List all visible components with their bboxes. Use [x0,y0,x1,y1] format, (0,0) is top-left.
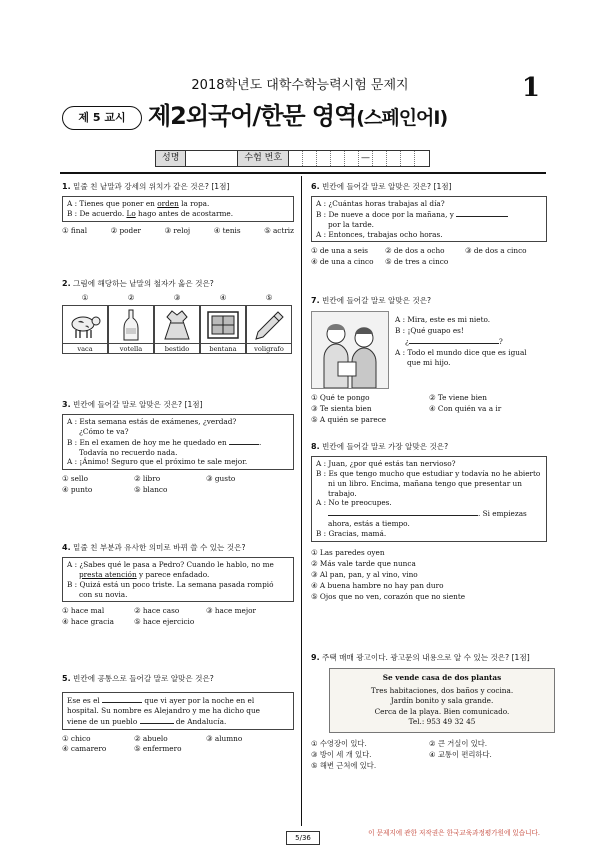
underlined-word: orden [157,199,179,208]
question-number: 7. [311,296,320,305]
underlined-word: Lo [126,208,136,218]
option[interactable]: ② de dos a ocho [385,246,445,256]
dialogue-line: B : Es que tengo mucho que estudiar y todavía no he abierto [316,468,541,478]
option[interactable]: ③ Al pan, pan, y al vino, vino [311,569,418,579]
option[interactable]: ② libro [134,474,161,484]
answer-blank [328,508,478,516]
question-6 [311,182,547,268]
exam-number-cell[interactable] [331,151,345,166]
question-number: 3. [62,400,71,409]
picture-label: bentana [200,343,246,354]
option[interactable]: ⑤ A quién se parece [311,414,387,424]
question-stem: 주택 매매 광고이다. 광고문의 내용으로 알 수 있는 것은? [1점] [322,653,530,662]
passage-text: que vi ayer por la noche en el [144,696,255,705]
option[interactable]: ② Más vale tarde que nunca [311,558,416,568]
answer-blank [409,336,499,344]
option[interactable]: ④ de una a cinco [311,257,374,267]
exam-number-cell[interactable] [303,151,317,166]
dialogue-line: ¿ [405,337,409,347]
picture-number: ① [81,293,89,302]
passage-text: de Andalucía. [175,716,227,726]
passage-text: hospital. Su nombre es Alejandro y me ha dicho que [67,705,260,715]
total-pages: 36 [301,834,311,842]
question-number: 5. [62,674,71,683]
question-number: 2. [62,279,71,288]
option[interactable]: ⑤ de tres a cinco [385,257,449,267]
dress-icon [154,305,200,343]
dialogue-line: B : Quizá está un poco triste. La semana pasada rompió [67,579,274,589]
picture-number: ④ [219,293,227,302]
option[interactable]: ⑤ actriz [264,225,294,235]
passage-text: viene de un pueblo [67,716,138,726]
dialogue-line: con su novia. [79,589,128,599]
dialogue-box [62,557,294,602]
name-field[interactable] [186,151,238,166]
picture-option[interactable] [62,305,108,354]
dialogue-line: . Si empiezas [478,509,527,519]
advert-phone: Tel.: 953 49 32 45 [408,717,476,727]
question-number: 1. [62,182,71,191]
dialogue-line: que mi hijo. [407,358,451,368]
subject-sub: (스페인어Ⅰ) [356,107,448,129]
dialogue-line: A : Todo el mundo dice que es igual [395,347,527,357]
question-stem: 빈칸에 들어갈 말로 알맞은 것은? [1점] [322,182,452,191]
picture-option[interactable] [246,305,292,354]
option[interactable]: ① 수영장이 있다. [311,738,367,748]
option[interactable]: ⑤ blanco [134,485,168,495]
dialogue-line: A : No te preocupes. [316,498,392,508]
question-number: 9. [311,653,320,662]
option[interactable]: ③ hace mejor [206,606,257,616]
picture-option[interactable] [154,305,200,354]
option[interactable]: ⑤ Ojos que no ven, corazón que no siente [311,591,466,601]
option[interactable]: ① sello [62,474,88,484]
option[interactable]: ④ 교통이 편리하다. [429,749,492,759]
question-3 [62,400,294,496]
dialogue-line: ¿Cómo te va? [79,426,129,436]
pen-icon [246,305,292,343]
passage-box [62,692,294,730]
grandmothers-illustration [311,311,389,389]
dialogue-line: A : Mira, este es mi nieto. [395,315,491,324]
exam-number-cell[interactable] [415,151,429,166]
name-label: 성명 [156,151,186,166]
option[interactable]: ① chico [62,733,91,743]
option[interactable]: ② hace caso [134,606,180,616]
dialogue-line: hago antes de acostarme. [135,208,234,218]
option[interactable]: ③ de dos a cinco [465,246,527,256]
dialogue-box [311,196,547,242]
dialogue-line: ? [498,337,503,347]
question-number: 6. [311,182,320,191]
picture-label: vaca [62,343,108,354]
dialogue-line: A : Esta semana estás de exámenes, ¿verdad? [67,417,237,426]
window-icon [200,305,246,343]
option[interactable]: ② poder [110,225,142,235]
question-stem: 그림에 해당하는 낱말의 철자가 옳은 것은? [73,279,214,288]
dialogue-line: A : Tienes que poner en [67,199,158,208]
advert-line: Jardín bonito y sala grande. [390,696,494,706]
option[interactable]: ④ Con quién va a ir [429,403,502,413]
question-5 [62,674,294,755]
picture-label: votella [108,343,154,354]
picture-number: ⑤ [265,293,273,302]
subject-main: 제2외국어/한문 영역 [148,102,357,130]
dialogue-line: B : ¡Qué guapo es! [395,325,464,335]
option[interactable]: ④ tenis [213,225,241,235]
underlined-phrase: presta atención [79,569,137,579]
question-number: 8. [311,442,320,451]
option[interactable]: ⑤ enfermero [134,744,182,754]
dialogue-box [311,456,547,542]
dialogue-line: A : ¡Ánimo! Seguro que el próximo te sale mejor. [67,457,248,467]
dialogue-line: B : En el examen de hoy me he quedado en [67,437,227,447]
exam-number-cell[interactable] [345,151,359,166]
page-number: 1 [521,73,540,103]
answer-blank [102,695,142,703]
answer-blank [229,437,259,445]
exam-header-title: 2018학년도 대학수학능력시험 문제지 [191,78,409,93]
dialogue-line: B : De nueve a doce por la mañana, y [316,209,454,219]
question-4 [62,543,294,628]
option[interactable]: ① Qué te pongo [311,393,370,402]
question-stem: 빈칸에 공통으로 들어갈 말로 알맞은 것은? [73,674,214,683]
dialogue-line: por la tarde. [328,219,374,229]
dialogue-line: y parece enfadado. [136,569,210,579]
option[interactable]: ③ alumno [206,733,243,743]
option[interactable]: ① final [62,225,88,235]
dialogue-line: A : Entonces, trabajas ocho horas. [316,229,443,239]
dialogue-box: A : Esta semana estás de exámenes, ¿verdad? ¿Cómo te va? B : En el examen de hoy me he quedado en . Todavía no recuerdo nada. A : ¡Ánimo! Seguro que el próximo te sale mejor. [62,414,294,470]
picture-number: ② [127,293,135,302]
question-stem: 밑줄 친 낱말과 강세의 위치가 같은 것은? [1점] [73,182,230,191]
option[interactable]: ④ punto [62,485,93,495]
question-8 [311,442,547,602]
dialogue-line: la ropa. [178,199,210,208]
passage-text: Ese es el [67,696,100,705]
exam-number-cell[interactable] [373,151,387,166]
answer-blank [140,716,174,724]
dialogue-box [62,196,294,222]
advert-line: Cerca de la playa. Bien comunicado. [374,706,510,716]
question-stem: 빈칸에 들어갈 말로 알맞은 것은? [322,296,432,305]
option[interactable]: ① de una a seis [311,246,369,256]
dialogue-line: B : De acuerdo. [67,208,127,218]
advert-line: Tres habitaciones, dos baños y cocina. [370,685,514,695]
question-1 [62,182,294,237]
picture-option[interactable] [200,305,246,354]
exam-number-cell[interactable] [289,151,303,166]
option[interactable]: ① hace mal [62,606,105,616]
option[interactable]: ⑤ 해변 근처에 있다. [311,760,377,770]
option[interactable]: ③ reloj [164,225,191,235]
house-sale-advert [329,668,555,733]
exam-number-label: 수험 번호 [238,151,289,166]
bottle-icon [108,305,154,343]
option[interactable]: ① Las paredes oyen [311,547,385,557]
exam-number-cell[interactable] [317,151,331,166]
current-page: 5 [295,834,300,842]
question-2 [62,279,294,354]
dialogue-line: B : Gracias, mamá. [316,528,387,538]
option[interactable]: ③ gusto [206,474,236,484]
question-stem: 빈칸에 들어갈 말로 알맞은 것은? [1점] [73,400,203,409]
header-rule [60,172,546,174]
option[interactable]: ⑤ hace ejercicio [134,617,195,627]
dialogue-line: A : ¿Sabes qué le pasa a Pedro? Cuando le hablo, no me [67,560,274,569]
option[interactable]: ② 큰 거실이 있다. [429,738,488,748]
period-badge: 제 5 교시 [62,106,142,130]
option[interactable]: ③ Te sienta bien [311,403,372,413]
question-9 [311,653,547,772]
option[interactable]: ② abuelo [134,733,168,743]
student-id-bar [155,150,430,167]
question-7 [311,296,547,426]
dialogue-line: ni un libro. Encima, mañana tengo que presentar un trabajo. [328,478,522,498]
picture-label: bestido [154,343,200,354]
question-stem: 밑줄 친 부분과 유사한 의미로 바뀌 쓸 수 있는 것은? [73,543,246,552]
question-number: 4. [62,543,71,552]
exam-number-cell[interactable] [387,151,401,166]
advert-title: Se vende casa de dos plantas [382,673,502,682]
page-indicator: 5/36 [286,831,320,845]
picture-number: ③ [173,293,181,302]
option[interactable]: ② Te viene bien [429,393,487,402]
option[interactable]: ④ hace gracia [62,617,114,627]
copyright-notice: 이 문제지에 관한 저작권은 한국교육과정평가원에 있습니다. [368,829,540,837]
column-divider [301,176,302,826]
dialogue-line: ahora, estás a tiempo. [328,519,410,529]
cow-icon [62,305,108,343]
subject-title [148,101,447,131]
picture-label: voligrafo [246,343,292,354]
option[interactable]: ③ 방이 세 개 있다. [311,749,372,759]
answer-blank [456,209,508,217]
picture-option[interactable] [108,305,154,354]
dialogue-line: A : Juan, ¿por qué estás tan nervioso? [316,459,456,468]
question-stem: 빈칸에 들어갈 말로 가장 알맞은 것은? [322,442,449,451]
option[interactable]: ④ A buena hambre no hay pan duro [311,580,444,590]
dialogue-line: A : ¿Cuántas horas trabajas al día? [316,199,445,208]
exam-number-cell[interactable] [401,151,415,166]
option[interactable]: ④ camarero [62,744,107,754]
dialogue-line: Todavía no recuerdo nada. [79,447,178,457]
exam-number-dash: — [359,151,373,166]
